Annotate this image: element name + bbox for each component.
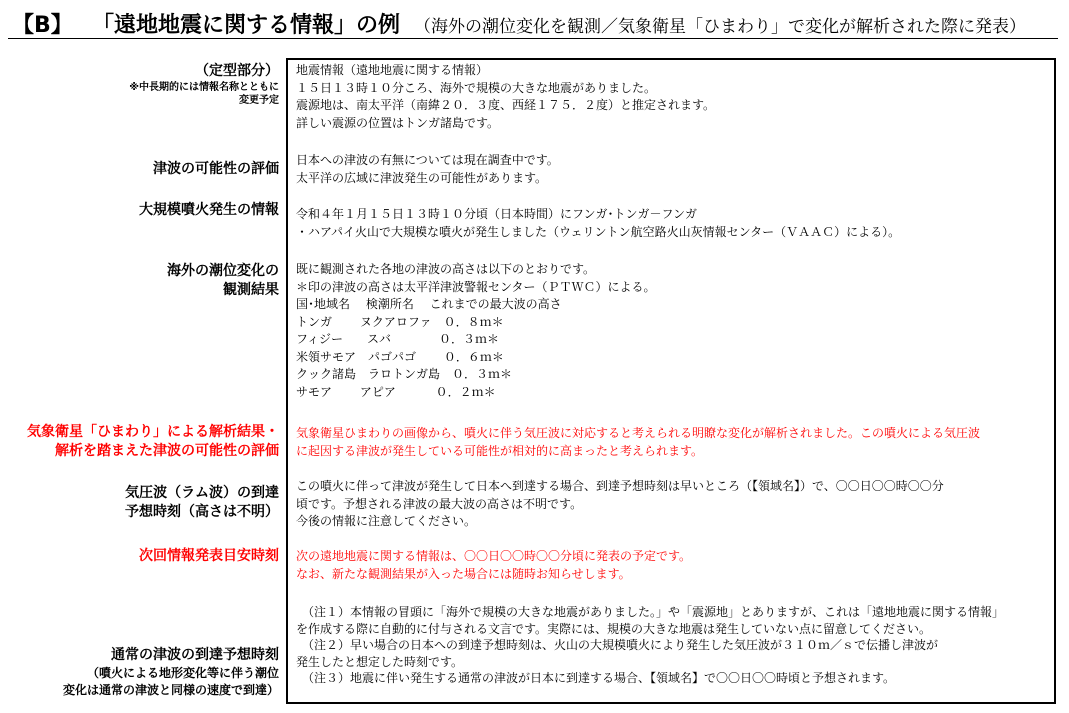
content-line: 米領サモア パゴパゴ ０．６ｍ＊ <box>296 349 504 364</box>
content-line: 発生したと想定した時刻です。 <box>296 654 464 669</box>
label-line: 気圧波（ラム波）の到達 <box>125 485 279 501</box>
label-line: （定型部分） <box>195 63 279 79</box>
label-note-line: ※中長期的には情報名称とともに <box>129 82 279 93</box>
content-line: トンガ ヌクアロファ ０．８ｍ＊ <box>296 314 504 329</box>
content-line: 震源地は、南太平洋（南緯２０．３度、西経１７５．２度）と推定されます。 <box>296 98 716 112</box>
content-line: に起因する津波が発生している可能性が相対的に高まったと考えられます。 <box>296 443 704 458</box>
page-title: 「遠地地震に関する情報」の例 <box>92 13 401 38</box>
content-line: なお、新たな観測結果が入った場合には随時お知らせします。 <box>296 566 631 581</box>
content-line: サモア アピア ０．２ｍ＊ <box>296 384 496 399</box>
content-fixed-part <box>296 62 715 132</box>
content-line: ・ハアパイ火山で大規模な噴火が発生しました（ウェリントン航空路火山灰情報センター（ＶＡＡＣ）による）。 <box>296 224 901 239</box>
content-line: クック諸島 ラロトンガ島 ０．３ｍ＊ <box>296 367 513 381</box>
label-line: 通常の津波の到達予想時刻 <box>111 647 279 663</box>
content-line: 太平洋の広域に津波発生の可能性があります。 <box>296 170 548 185</box>
content-line: 次の遠地地震に関する情報は、〇〇日〇〇時〇〇分頃に発表の予定です。 <box>296 549 692 563</box>
content-pressure-wave-arrival <box>296 478 944 531</box>
content-line: （注２）早い場合の日本への到達予想時刻は、火山の大規模噴火により発生した気圧波が３１０ｍ／ｓで伝播し津波が <box>296 638 939 652</box>
content-line: （注３）地震に伴い発生する通常の津波が日本に到達する場合、【領域名】で〇〇日〇〇時頃と予想されます。 <box>296 671 896 685</box>
content-line: ＊印の津波の高さは太平洋津波警報センター（ＰＴＷＣ）による。 <box>296 279 656 294</box>
title-bar <box>8 6 1058 39</box>
content-himawari-analysis <box>296 425 980 460</box>
content-line: 今後の情報に注意してください。 <box>296 514 477 528</box>
content-next-issue-time <box>296 548 691 583</box>
label-next-issue-time <box>139 547 279 566</box>
label-note-line: （噴火による地形変化等に伴う潮位 <box>86 666 279 680</box>
content-tide-observation <box>296 261 656 401</box>
content-line: 国･地域名 検潮所名 これまでの最大波の高さ <box>296 297 562 311</box>
content-line: フィジー スバ ０．３ｍ＊ <box>296 332 500 346</box>
label-note-line: 変更予定 <box>239 95 279 106</box>
content-line: この噴火に伴って津波が発生して日本へ到達する場合、到達予想時刻は早いところ（【領域名】）で、〇〇日〇〇時〇〇分 <box>296 479 944 493</box>
label-himawari-analysis <box>27 423 279 461</box>
content-line: １５日１３時１０分ころ、海外で規模の大きな地震がありました。 <box>296 80 657 95</box>
label-line: 海外の潮位変化の <box>167 263 279 279</box>
content-line: 既に観測された各地の津波の高さは以下のとおりです。 <box>296 262 596 276</box>
label-line: 解析を踏まえた津波の可能性の評価 <box>55 443 279 459</box>
content-line: 地震情報（遠地地震に関する情報） <box>296 63 489 77</box>
content-tsunami-evaluation <box>296 152 559 187</box>
label-line: 津波の可能性の評価 <box>153 161 279 177</box>
label-note-line: 変化は通常の津波と同様の速度で到達） <box>62 683 279 697</box>
page-subtitle: （海外の潮位変化を観測／気象衛星「ひまわり」で変化が解析された際に発表） <box>414 17 1026 37</box>
content-line: 詳しい震源の位置はトンガ諸島です。 <box>296 115 500 130</box>
label-eruption-info <box>139 201 279 220</box>
label-line: 予想時刻（高さは不明） <box>125 504 279 520</box>
label-line: 気象衛星「ひまわり」による解析結果・ <box>27 424 279 440</box>
content-line: 頃です。予想される津波の最大波の高さは不明です。 <box>296 496 583 511</box>
content-eruption-info <box>296 206 900 241</box>
content-line: （注１）本情報の冒頭に「海外で規模の大きな地震がありました。」や「震源地」とありますが、これは「遠地地震に関する情報」 <box>296 605 1005 619</box>
label-line: 次回情報発表目安時刻 <box>139 548 279 564</box>
label-tsunami-evaluation <box>153 160 279 179</box>
label-fixed-part <box>129 62 279 107</box>
content-notes <box>296 604 1004 687</box>
content-line: 気象衛星ひまわりの画像から、噴火に伴う気圧波に対応すると考えられる明瞭な変化が解析されました。この噴火による気圧波 <box>296 426 981 440</box>
label-tide-observation <box>167 262 279 300</box>
label-line: 大規模噴火発生の情報 <box>139 202 279 218</box>
label-normal-tsunami-arrival <box>63 646 279 699</box>
content-line: 日本への津波の有無については現在調査中です。 <box>296 153 559 167</box>
section-tag: 【B】 <box>12 13 73 38</box>
content-line: 令和４年１月１５日１３時１０分頃（日本時間）にフンガ･トンガ－フンガ <box>296 207 698 221</box>
content-line: を作成する際に自動的に付与される文言です。実際には、規模の大きな地震は発生していない点に留意してください。 <box>296 621 932 636</box>
label-line: 観測結果 <box>223 282 279 298</box>
label-pressure-wave-arrival <box>125 484 279 522</box>
